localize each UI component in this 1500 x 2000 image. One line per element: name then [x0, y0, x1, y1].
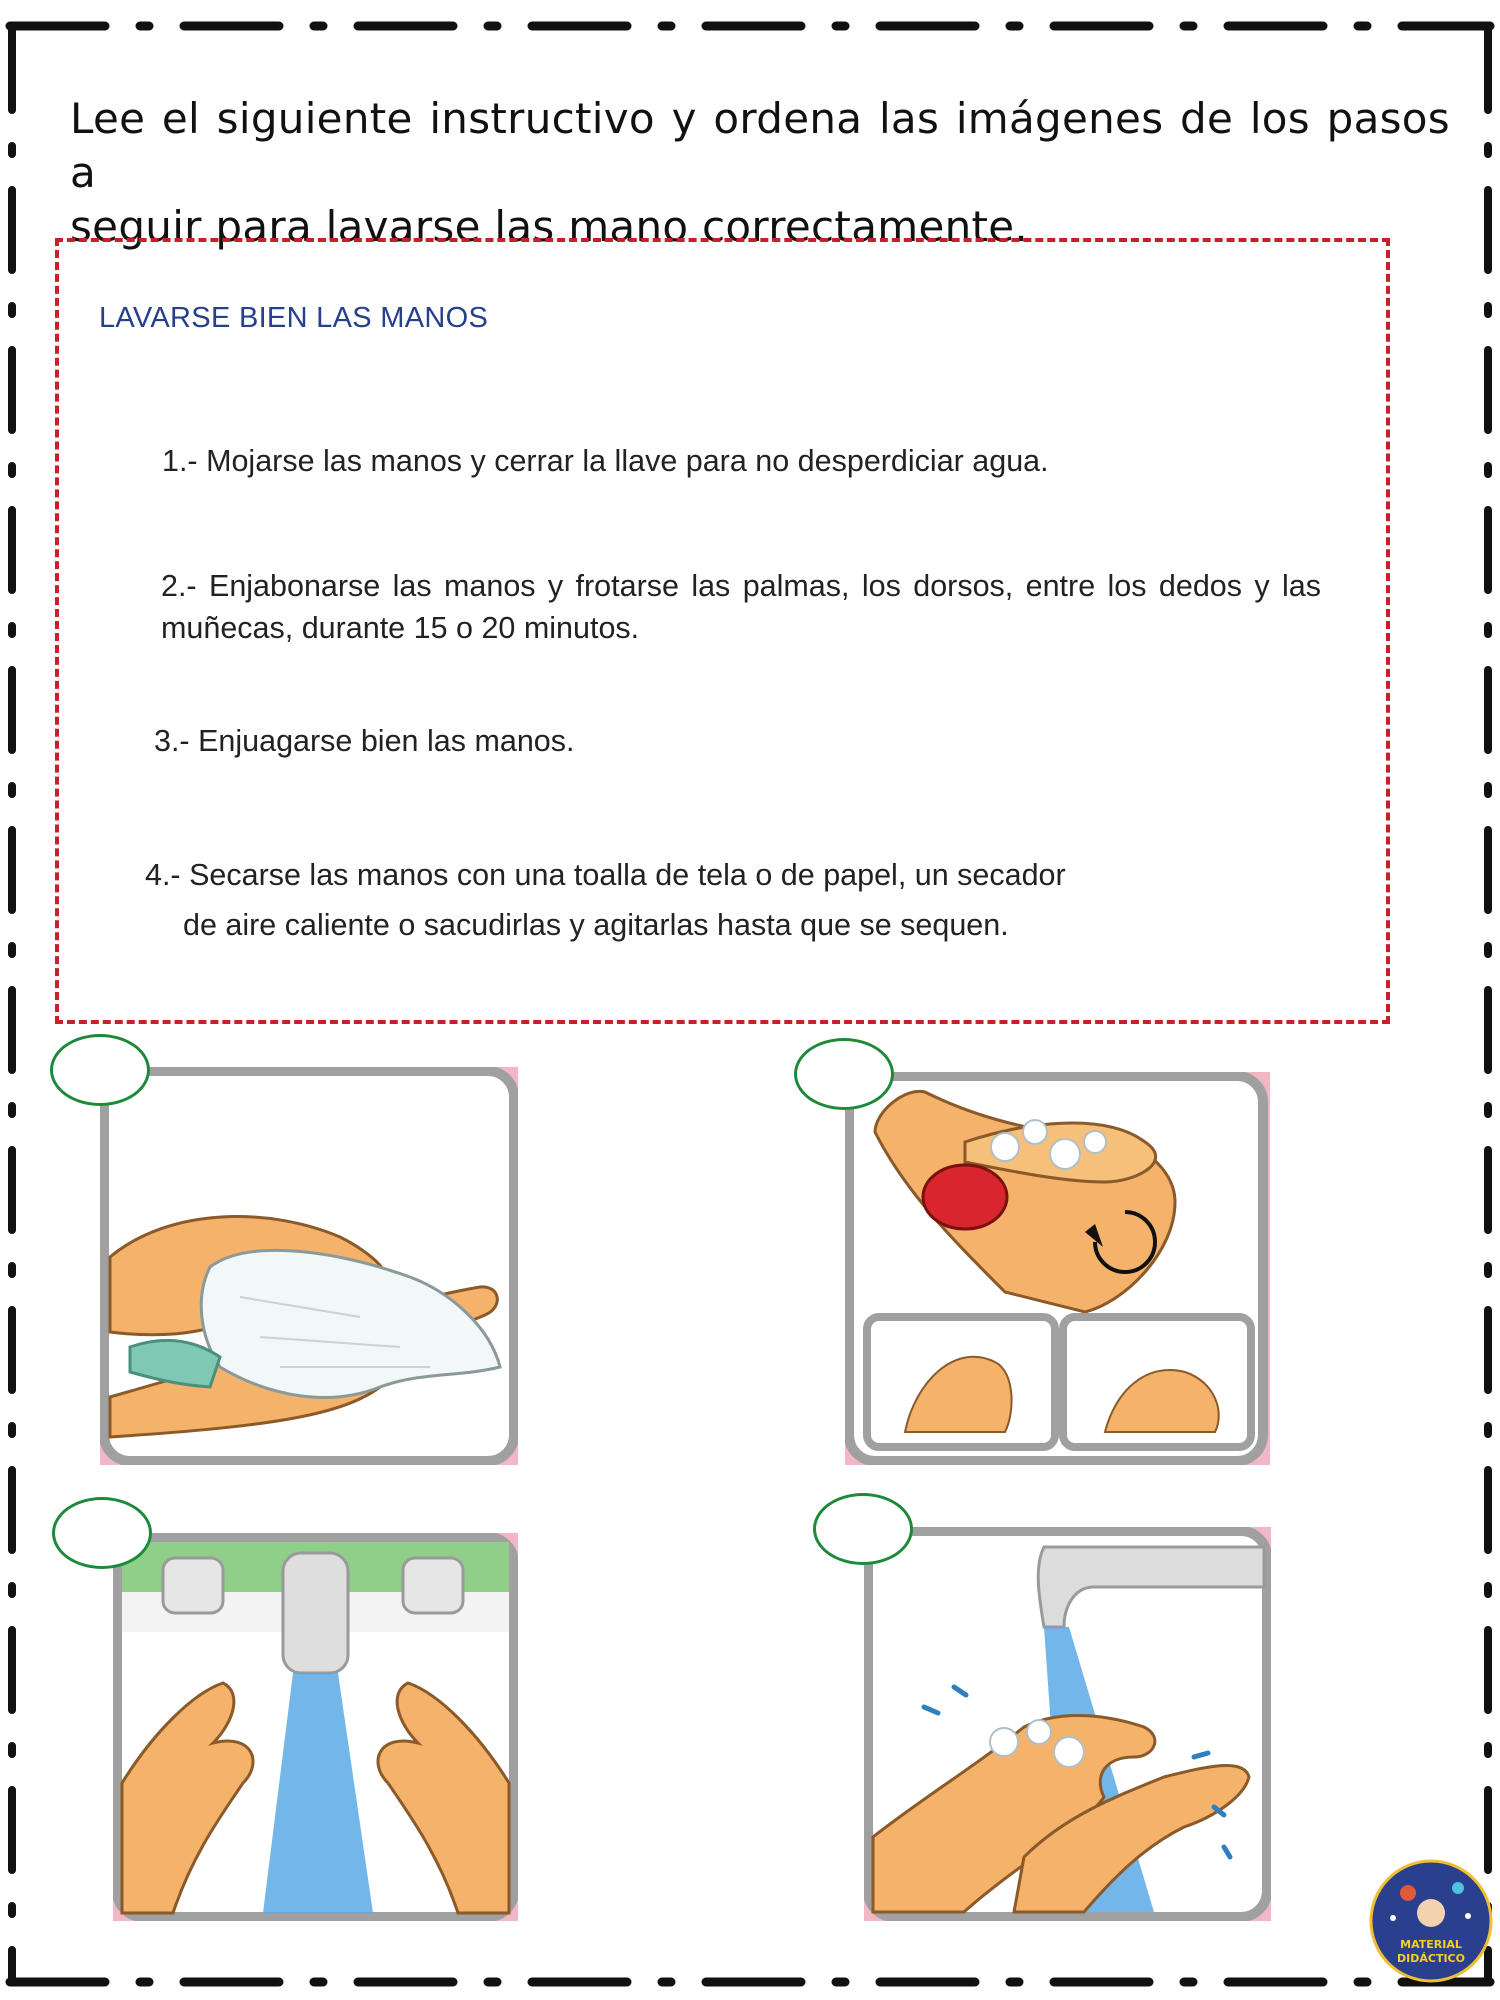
step-4-line-1: 4.- Secarse las manos con una toalla de tela o de papel, un secador: [145, 858, 1066, 892]
step-1: 1.- Mojarse las manos y cerrar la llave para no desperdiciar agua.: [162, 444, 1049, 478]
material-didactico-logo: [1368, 1858, 1494, 1984]
answer-circle-2[interactable]: [794, 1038, 894, 1110]
step-4-line-2: de aire caliente o sacudirlas y agitarlas hasta que se sequen.: [183, 908, 1009, 942]
soaping-hands-picture: [845, 1072, 1270, 1465]
drying-hands-picture: [100, 1067, 518, 1465]
wetting-hands-at-faucet-icon: [113, 1533, 518, 1921]
instruction-text: [70, 92, 1450, 254]
step-2: 2.- Enjabonarse las manos y frotarse las palmas, los dorsos, entre los dedos y las muñecas, durante 15 o 20 minutos.: [161, 569, 1321, 645]
rinsing-hands-under-tap-icon: [864, 1527, 1271, 1921]
answer-circle-3[interactable]: [52, 1497, 152, 1569]
box-title: LAVARSE BIEN LAS MANOS: [99, 302, 489, 334]
step-4: [145, 854, 1066, 946]
logo-icon: [1368, 1858, 1494, 1984]
answer-circle-4[interactable]: [813, 1493, 913, 1565]
drying-hands-with-towel-icon: [100, 1067, 518, 1465]
logo-text-line-1: MATERIAL: [1400, 1938, 1462, 1951]
rinsing-hands-picture: [864, 1527, 1271, 1921]
soaping-hands-icon: [845, 1072, 1270, 1465]
answer-circle-1[interactable]: [50, 1034, 150, 1106]
step-3: 3.- Enjuagarse bien las manos.: [154, 724, 575, 758]
logo-text-line-2: DIDÁCTICO: [1397, 1952, 1465, 1965]
wetting-hands-picture: [113, 1533, 518, 1921]
instructions-box: [55, 238, 1390, 1024]
instruction-line-1: Lee el siguiente instructivo y ordena las imágenes de los pasos a: [70, 94, 1450, 197]
instruction-line-2: seguir para lavarse las mano correctamente.: [70, 202, 1029, 251]
